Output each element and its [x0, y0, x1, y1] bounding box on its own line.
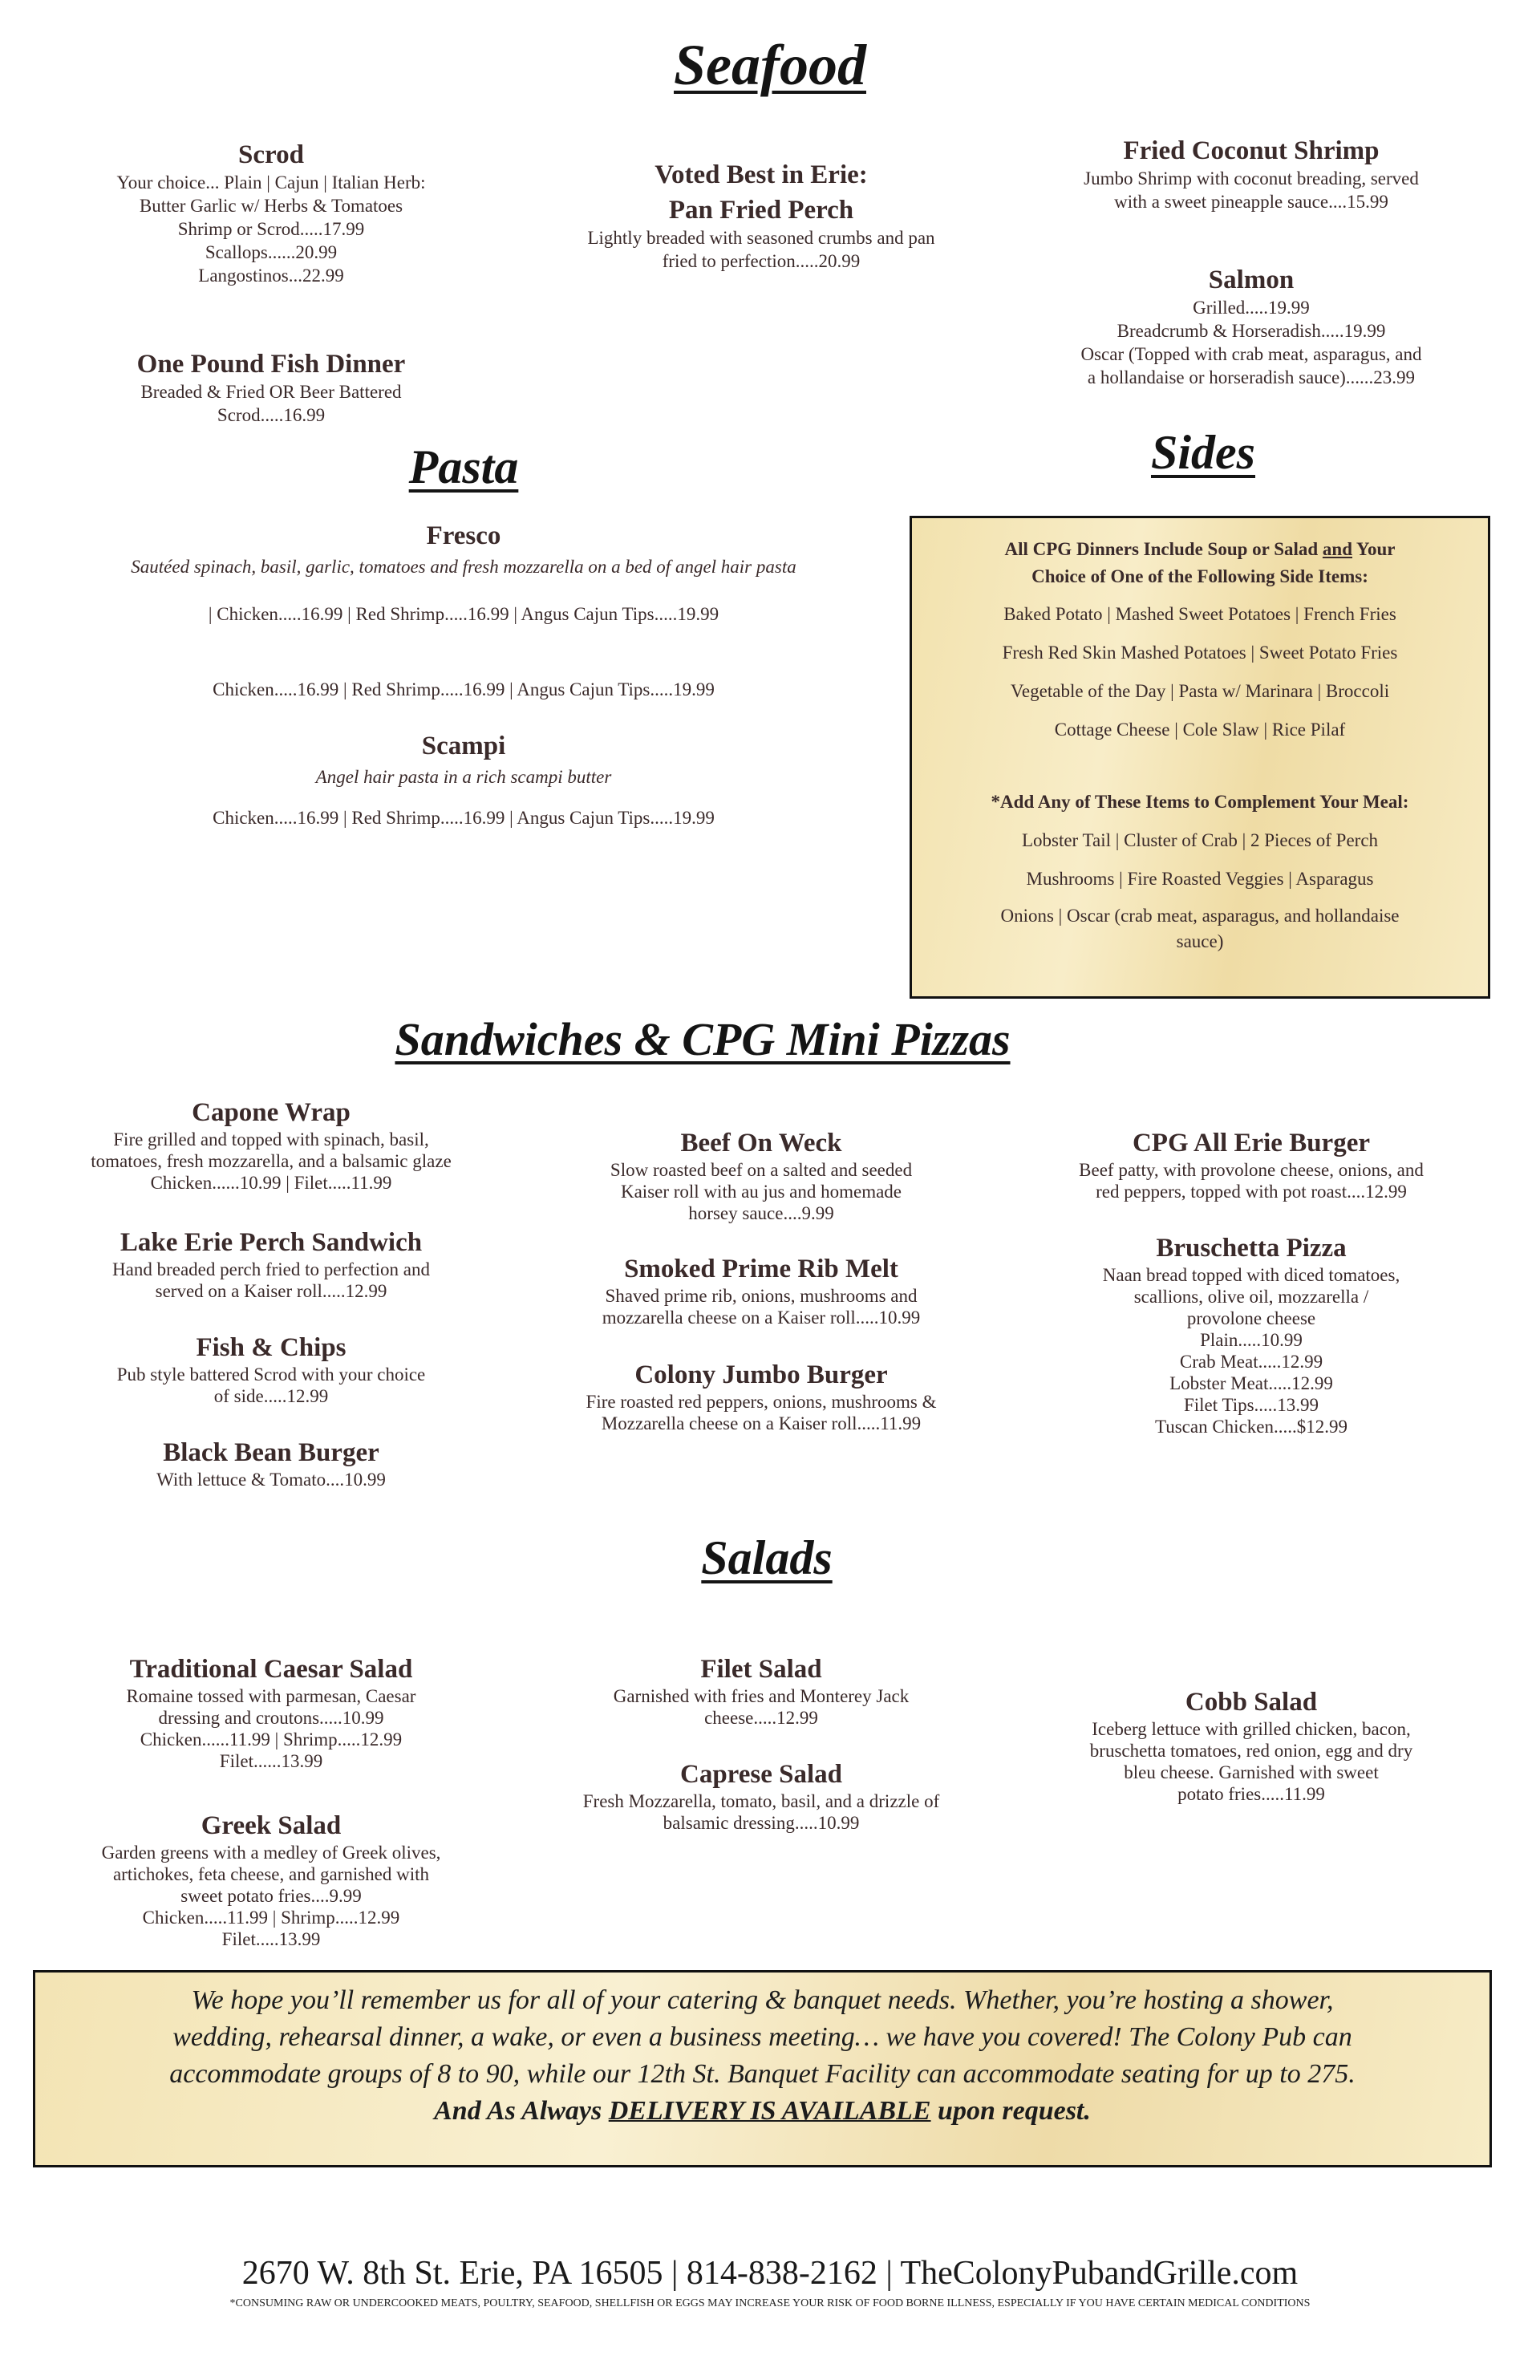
sides-box — [910, 516, 1490, 999]
item-detail: Filet.....13.99 — [221, 1929, 321, 1949]
item-detail: Scrod.....16.99 — [217, 405, 326, 425]
option-row: sauce) — [1176, 931, 1224, 951]
item-detail: Lobster Meat.....12.99 — [1169, 1373, 1333, 1393]
item-detail: dressing and croutons.....10.99 — [158, 1708, 384, 1728]
item-name: Traditional Caesar Salad — [129, 1655, 413, 1684]
sides-heading — [912, 536, 1488, 563]
menu-item — [137, 348, 406, 427]
menu-item — [102, 1810, 441, 1950]
item-detail: Oscar (Topped with crab meat, asparagus, and — [1080, 344, 1422, 364]
menu-item — [1090, 1686, 1412, 1805]
item-prices: Chicken.....16.99 | Red Shrimp.....16.99 | Angus Cajun Tips.....19.99 — [213, 679, 715, 699]
promo-line: wedding, rehearsal dinner, a wake, or even a business meeting… we have you covered! The Colony Pub can — [172, 2022, 1352, 2052]
item-detail: with a sweet pineapple sauce....15.99 — [1114, 192, 1388, 212]
item-tagline: Voted Best in Erie: — [654, 160, 868, 189]
item-detail: Lightly breaded with seasoned crumbs and pan — [587, 228, 935, 248]
item-detail: Chicken......11.99 | Shrimp.....12.99 — [140, 1729, 403, 1750]
item-detail: Jumbo Shrimp with coconut breading, served — [1084, 168, 1419, 189]
menu-item — [117, 1332, 426, 1407]
pasta-item — [213, 730, 715, 829]
item-detail: Beef patty, with provolone cheese, onions, and — [1079, 1160, 1424, 1180]
catering-promo-box — [33, 1970, 1492, 2167]
item-detail: Plain.....10.99 — [1200, 1330, 1303, 1350]
menu-item — [1084, 135, 1419, 213]
item-detail: Grilled.....19.99 — [1193, 298, 1310, 318]
item-name: Pan Fried Perch — [668, 196, 854, 225]
sides-heading-and: and — [1322, 539, 1353, 559]
addon-options-last — [912, 903, 1488, 955]
item-detail: Fresh Mozzarella, tomato, basil, and a drizzle of — [582, 1791, 940, 1811]
item-detail: Shrimp or Scrod.....17.99 — [177, 219, 365, 239]
item-detail: bruschetta tomatoes, red onion, egg and dry — [1089, 1741, 1413, 1761]
item-name: Bruschetta Pizza — [1156, 1234, 1347, 1263]
promo-line: We hope you’ll remember us for all of your catering & banquet needs. Whether, you’re hosting a shower, — [191, 1985, 1334, 2015]
option-row: Lobster Tail | Cluster of Crab | 2 Pieces of Perch — [1021, 830, 1379, 850]
item-detail: mozzarella cheese on a Kaiser roll.....10.99 — [602, 1308, 921, 1328]
item-detail: Romaine tossed with parmesan, Caesar — [126, 1686, 416, 1706]
item-detail: Slow roasted beef on a salted and seeded — [610, 1160, 913, 1180]
item-detail: served on a Kaiser roll.....12.99 — [155, 1281, 387, 1301]
delivery-text: And As Always — [434, 2096, 609, 2126]
menu-item — [1079, 1127, 1424, 1202]
delivery-note — [35, 2093, 1489, 2130]
item-name: CPG All Erie Burger — [1132, 1129, 1371, 1158]
item-name: Black Bean Burger — [163, 1438, 379, 1467]
item-name: Lake Erie Perch Sandwich — [120, 1228, 423, 1257]
item-description: Sautéed spinach, basil, garlic, tomatoes and fresh mozzarella on a bed of angel hair pasta — [131, 557, 796, 577]
item-detail: Naan bread topped with diced tomatoes, — [1102, 1265, 1400, 1285]
promo-line: accommodate groups of 8 to 90, while our 12th St. Banquet Facility can accommodate seating for up to 275. — [169, 2059, 1356, 2089]
sides-title: Sides — [1150, 426, 1256, 479]
addons-heading: *Add Any of These Items to Complement Your Meal: — [991, 792, 1409, 812]
menu-item — [1080, 264, 1421, 389]
item-detail: Shaved prime rib, onions, mushrooms and — [605, 1286, 918, 1306]
menu-item — [586, 1359, 937, 1434]
item-name: Capone Wrap — [192, 1098, 351, 1127]
option-row: Mushrooms | Fire Roasted Veggies | Asparagus — [1026, 869, 1374, 889]
item-detail: Filet Tips.....13.99 — [1183, 1395, 1319, 1415]
sides-heading-text: Your — [1352, 539, 1396, 559]
contact-info: 2670 W. 8th St. Erie, PA 16505 | 814-838-2162 | TheColonyPubandGrille.com — [241, 2255, 1299, 2292]
item-name: Fresco — [426, 521, 501, 550]
health-disclaimer: *CONSUMING RAW OR UNDERCOOKED MEATS, POULTRY, SEAFOOD, SHELLFISH OR EGGS MAY INCREASE YOUR RISK OF FOOD BORNE ILLNESS, ESPECIALLY IF YOU HAVE CERTAIN MEDICAL CONDITIONS — [229, 2297, 1311, 2309]
addon-options — [912, 821, 1488, 898]
item-detail: Mozzarella cheese on a Kaiser roll.....11.99 — [601, 1413, 922, 1433]
item-detail: Chicken.....11.99 | Shrimp.....12.99 — [142, 1908, 400, 1928]
item-name: Cobb Salad — [1185, 1688, 1318, 1717]
item-detail: cheese.....12.99 — [704, 1708, 818, 1728]
seafood-title: Seafood — [674, 33, 866, 97]
menu-item — [583, 1758, 940, 1834]
item-name: Salmon — [1208, 266, 1295, 294]
menu-item — [91, 1097, 452, 1194]
item-detail: Pub style battered Scrod with your choice — [116, 1364, 426, 1385]
item-detail: a hollandaise or horseradish sauce)......23.99 — [1087, 367, 1416, 387]
item-detail: Fire grilled and topped with spinach, basil, — [113, 1129, 429, 1149]
sides-heading-line2: Choice of One of the Following Side Items: — [1031, 566, 1368, 586]
item-detail: Your choice... Plain | Cajun | Italian Herb: — [116, 172, 426, 193]
option-row: Fresh Red Skin Mashed Potatoes | Sweet Potato Fries — [1002, 643, 1398, 663]
item-detail: With lettuce & Tomato....10.99 — [156, 1470, 386, 1490]
item-name: Scampi — [421, 732, 506, 760]
item-name: Scrod — [238, 140, 304, 169]
menu-item — [602, 1253, 921, 1328]
item-detail: Scallops......20.99 — [205, 242, 338, 262]
item-prices: | Chicken.....16.99 | Red Shrimp.....16.99 | Angus Cajun Tips.....19.99 — [208, 604, 719, 624]
item-detail: Breaded & Fried OR Beer Battered — [140, 382, 402, 402]
sides-heading-text: All CPG Dinners Include Soup or Salad — [1004, 539, 1323, 559]
menu-item — [127, 1653, 416, 1772]
item-name: One Pound Fish Dinner — [136, 350, 406, 379]
salads-title: Salads — [701, 1531, 833, 1584]
item-name: Fish & Chips — [196, 1333, 346, 1362]
option-row: Cottage Cheese | Cole Slaw | Rice Pilaf — [1054, 720, 1346, 740]
item-detail: Garden greens with a medley of Greek olives, — [101, 1843, 441, 1863]
menu-item — [112, 1226, 430, 1302]
pasta-title: Pasta — [408, 440, 519, 493]
item-detail: sweet potato fries....9.99 — [180, 1886, 362, 1906]
item-detail: tomatoes, fresh mozzarella, and a balsamic glaze — [91, 1151, 452, 1171]
pasta-item — [131, 520, 796, 701]
item-name: Smoked Prime Rib Melt — [624, 1255, 898, 1283]
menu-item — [1103, 1232, 1400, 1437]
menu-item — [610, 1127, 912, 1224]
item-detail: Iceberg lettuce with grilled chicken, bacon, — [1092, 1719, 1411, 1739]
menu-item — [614, 1653, 910, 1729]
item-name: Colony Jumbo Burger — [634, 1360, 888, 1389]
item-detail: Chicken......10.99 | Filet.....11.99 — [150, 1173, 392, 1193]
side-options — [912, 595, 1488, 749]
item-detail: scallions, olive oil, mozzarella / — [1133, 1287, 1369, 1307]
item-detail: Butter Garlic w/ Herbs & Tomatoes — [139, 196, 403, 216]
item-detail: Breadcrumb & Horseradish.....19.99 — [1116, 321, 1386, 341]
option-row: Baked Potato | Mashed Sweet Potatoes | French Fries — [1003, 604, 1396, 624]
item-name: Caprese Salad — [679, 1760, 842, 1789]
item-description: Angel hair pasta in a rich scampi butter — [315, 767, 612, 787]
item-detail: fried to perfection.....20.99 — [662, 251, 861, 271]
sandwiches-title: Sandwiches & CPG Mini Pizzas — [395, 1013, 1011, 1065]
menu-item — [587, 159, 934, 273]
item-detail: Garnished with fries and Monterey Jack — [613, 1686, 910, 1706]
item-name: Fried Coconut Shrimp — [1123, 136, 1380, 165]
delivery-emphasis: DELIVERY IS AVAILABLE — [608, 2096, 931, 2126]
item-detail: Fire roasted red peppers, onions, mushrooms & — [586, 1392, 937, 1412]
item-detail: bleu cheese. Garnished with sweet — [1124, 1762, 1379, 1782]
item-detail: horsey sauce....9.99 — [688, 1203, 834, 1223]
item-detail: Tuscan Chicken.....$12.99 — [1154, 1417, 1348, 1437]
menu-item — [156, 1437, 386, 1490]
item-name: Beef On Weck — [680, 1129, 842, 1158]
item-name: Filet Salad — [700, 1655, 822, 1684]
item-detail: Hand breaded perch fried to perfection and — [112, 1259, 430, 1279]
menu-item — [116, 139, 425, 287]
item-detail: Kaiser roll with au jus and homemade — [620, 1182, 902, 1202]
item-name: Greek Salad — [201, 1811, 342, 1840]
item-detail: balsamic dressing.....10.99 — [663, 1813, 860, 1833]
item-detail: Langostinos...22.99 — [198, 266, 344, 286]
item-detail: Crab Meat.....12.99 — [1179, 1352, 1323, 1372]
item-detail: artichokes, feta cheese, and garnished with — [112, 1864, 430, 1884]
item-detail: Filet......13.99 — [219, 1751, 323, 1771]
item-detail: red peppers, topped with pot roast....12.99 — [1096, 1182, 1407, 1202]
item-prices: Chicken.....16.99 | Red Shrimp.....16.99 | Angus Cajun Tips.....19.99 — [213, 808, 715, 828]
option-row: Vegetable of the Day | Pasta w/ Marinara | Broccoli — [1010, 681, 1390, 701]
item-detail: potato fries.....11.99 — [1177, 1784, 1325, 1804]
item-detail: provolone cheese — [1186, 1308, 1316, 1328]
option-row: Onions | Oscar (crab meat, asparagus, and hollandaise — [1000, 906, 1400, 926]
delivery-text: upon request. — [930, 2096, 1091, 2126]
item-detail: of side.....12.99 — [213, 1386, 329, 1406]
